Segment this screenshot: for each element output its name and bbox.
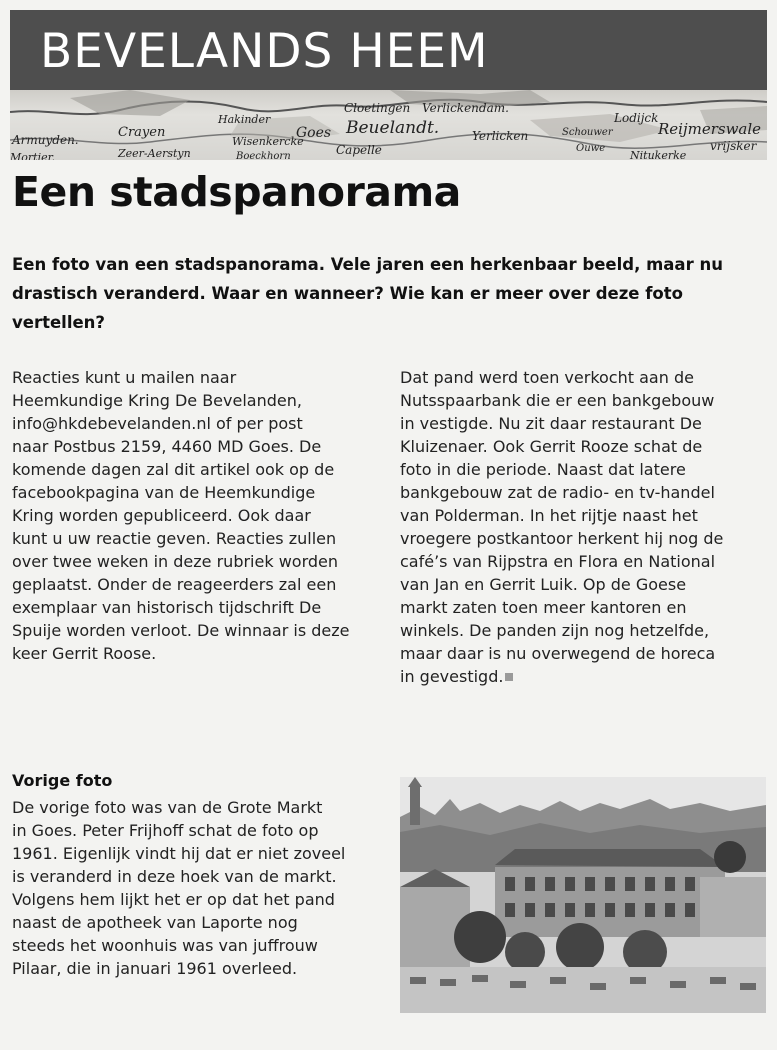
text-line: winkels. De panden zijn nog hetzelfde, — [400, 621, 710, 640]
map-label: Nitukerke — [630, 149, 687, 160]
text-line: keer Gerrit Roose. — [12, 644, 157, 663]
section-subhead: Vorige foto — [12, 771, 113, 790]
map-label: Wisenkercke — [232, 135, 304, 148]
masthead-banner — [10, 10, 767, 160]
text-line: info@hkdebevelanden.nl of per post — [12, 414, 303, 433]
map-label: Lodijck — [614, 111, 659, 125]
right-column-paragraph — [400, 366, 770, 688]
map-label: Boeckhorn — [236, 151, 291, 160]
text-line: Spuije worden verloot. De winnaar is deze — [12, 621, 350, 640]
map-label: Verlickendam. — [422, 101, 509, 115]
text-line: Pilaar, die in januari 1961 overleed. — [12, 959, 298, 978]
text-line: steeds het woonhuis was van juffrouw — [12, 936, 318, 955]
text-line: Nutsspaarbank die er een bankgebouw — [400, 391, 715, 410]
text-line: markt zaten toen meer kantoren en — [400, 598, 687, 617]
text-line: café’s van Rijpstra en Flora en National — [400, 552, 716, 571]
map-label: Reijmerswale — [658, 120, 762, 138]
map-label: Beuelandt. — [346, 118, 440, 138]
article-intro: Een foto van een stadspanorama. Vele jaren een herkenbaar beeld, maar nu drastisch veranderd. Waar en wanneer? Wie kan er meer over deze foto vertellen? — [12, 255, 723, 332]
text-line: is veranderd in deze hoek van de markt. — [12, 867, 337, 886]
text-line: komende dagen zal dit artikel ook op de — [12, 460, 335, 479]
text-line: foto in die periode. Naast dat latere — [400, 460, 686, 479]
text-line: Heemkundige Kring De Bevelanden, — [12, 391, 302, 410]
last-line-text: in gevestigd. — [400, 667, 504, 686]
historic-map-strip — [10, 90, 767, 160]
text-line-last — [400, 665, 770, 688]
text-line: bankgebouw zat de radio- en tv-handel — [400, 483, 715, 502]
text-line: over twee weken in deze rubriek worden — [12, 552, 338, 571]
previous-photo-paragraph — [12, 796, 392, 980]
text-line: naar Postbus 2159, 4460 MD Goes. De — [12, 437, 322, 456]
map-label: Mortier. — [10, 151, 56, 160]
left-column-paragraph — [12, 366, 382, 665]
map-label: Cloetingen — [344, 101, 411, 115]
text-line: maar daar is nu overwegend de horeca — [400, 644, 716, 663]
text-line: naast de apotheek van Laporte nog — [12, 913, 298, 932]
article-headline: Een stadspanorama — [12, 168, 461, 216]
map-label: Capelle — [336, 143, 382, 157]
map-label: Armuyden. — [12, 133, 79, 147]
end-of-article-mark — [505, 673, 513, 681]
text-line: vroegere postkantoor herkent hij nog de — [400, 529, 724, 548]
text-line: Dat pand werd toen verkocht aan de — [400, 368, 694, 387]
masthead-bar — [10, 10, 767, 90]
text-line: 1961. Eigenlijk vindt hij dat er niet zoveel — [12, 844, 346, 863]
city-panorama-photo — [400, 777, 766, 1013]
map-label: Yerlicken — [472, 129, 529, 143]
map-label: Zeer-Aerstyn — [118, 147, 191, 160]
text-line: geplaatst. Onder de reageerders zal een — [12, 575, 337, 594]
text-line: Kring worden gepubliceerd. Ook daar — [12, 506, 311, 525]
text-line: van Polderman. In het rijtje naast het — [400, 506, 698, 525]
text-line: in Goes. Peter Frijhoff schat de foto op — [12, 821, 319, 840]
text-line: exemplaar van historisch tijdschrift De — [12, 598, 322, 617]
text-line: Volgens hem lijkt het er op dat het pand — [12, 890, 335, 909]
map-label: Crayen — [118, 125, 166, 140]
text-line: De vorige foto was van de Grote Markt — [12, 798, 323, 817]
map-label: Goes — [296, 125, 332, 141]
masthead-title: BEVELANDS HEEM — [40, 24, 489, 79]
map-label: Hakinder — [218, 113, 271, 126]
text-line: facebookpagina van de Heemkundige — [12, 483, 316, 502]
map-label: vrijsker — [710, 139, 757, 153]
text-line: van Jan en Gerrit Luik. Op de Goese — [400, 575, 687, 594]
text-line: in vestigde. Nu zit daar restaurant De — [400, 414, 702, 433]
text-line: Kluizenaer. Ook Gerrit Rooze schat de — [400, 437, 703, 456]
text-line: Reacties kunt u mailen naar — [12, 368, 237, 387]
text-line: kunt u uw reactie geven. Reacties zullen — [12, 529, 337, 548]
map-label: Schouwer — [562, 127, 613, 138]
map-label: Ouwe — [576, 143, 606, 154]
